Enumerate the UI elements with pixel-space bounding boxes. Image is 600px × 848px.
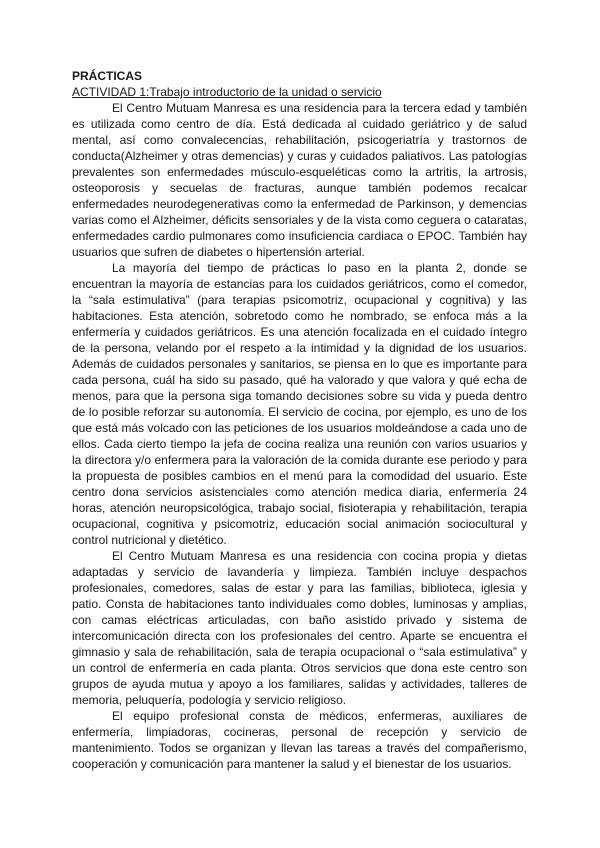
paragraph-floor-two-care: La mayoría del tiempo de prácticas lo paso en la planta 2, donde se encuentran la mayoría de estancias para los cuidados geriátricos, como el comedor, la “sala estimulativa” (para terapias psicomotriz, ocupacional y cognitiva) y las habitaciones. Esta atención, sobretodo como he nombrado, se enfoca más a la enfermería y cuidados geriátricos. Es una atención focalizada en el cuidado íntegro de la persona, velando por el respeto a la intimidad y la dignidad de los usuarios. Además de cuidados personales y sanitarios, se piensa en lo que es importante para cada persona, cuál ha sido su pasado, qué ha valorado y que valora y qué echa de menos, para que la persona siga tomando decisiones sobre su vida y pueda dentro de lo posible reforzar su autonomía. El servicio de cocina, por ejemplo, es uno de los que está más volcado con las peticiones de los usuarios moldeándose a cada uno de ellos. Cada cierto tiempo la jefa de cocina realiza una reunión con varios usuarios y la directora y/o enfermera para la valoración de la comida durante ese periodo y para la propuesta de posibles cambios en el menú para la comodidad del usuario. Este centro dona servicios asistenciales como atención medica diaria, enfermería 24 horas, atención neuropsicológica, trabajo social, fisioterapia y rehabilitación, terapia ocupacional, cognitiva y psicomotriz, educación social animación sociocultural y control nutricional y dietético. xyxy=(72,261,527,547)
paragraph-facilities: El Centro Mutuam Manresa es una residencia con cocina propia y dietas adaptadas y servicio de lavandería y limpieza. También incluye despachos profesionales, comedores, salas de estar y para las familias, biblioteca, iglesia y patio. Consta de habitaciones tanto individuales como dobles, luminosas y amplias, con camas eléctricas articuladas, con baño asistido privado y sistema de intercomunicación directa con los profesionales del centro. Aparte se encuentra el gimnasio y sala de rehabilitación, sala de terapia ocupacional o “sala estimulativa” y un control de enfermería en cada planta. Otros servicios que dona este centro son grupos de ayuda mutua y apoyo a los familiares, salidas y actividades, talleres de memoria, peluquería, podología y servicio religioso. xyxy=(72,549,527,707)
paragraph-professional-team: El equipo profesional consta de médicos, enfermeras, auxiliares de enfermería, limpiadoras, cocineras, personal de recepción y servicio de mantenimiento. Todos se organizan y llevan las tareas a través del compañerismo, cooperación y comunicación para mantener la salud y el bienestar de los usuarios. xyxy=(72,709,527,771)
paragraph-centre-description: El Centro Mutuam Manresa es una residencia para la tercera edad y también es utilizada como centro de día. Está dedicada al cuidado geriátrico y de salud mental, así como convalecencias, rehabilitación, psicogeriatría y trastornos de conducta(Alzheimer y otras demencias) y curas y cuidados paliativos. Las patologías prevalentes son enfermedades músculo-esqueléticas como la artritis, la artrosis, osteoporosis y secuelas de fracturas, aunque también podemos recalcar enfermedades neurodegenerativas como la enfermedad de Parkinson, y demencias varias como el Alzheimer, déficits sensoriales y de la vista como ceguera o cataratas, enfermedades cardio pulmonares como insuficiencia cardiaca o EPOC. También hay usuarios que sufren de diabetes o hipertensión arterial. xyxy=(72,101,527,259)
activity-heading: ACTIVIDAD 1:Trabajo introductorio de la unidad o servicio xyxy=(72,85,382,99)
document-page xyxy=(72,68,527,772)
page-title: PRÁCTICAS xyxy=(72,69,143,83)
